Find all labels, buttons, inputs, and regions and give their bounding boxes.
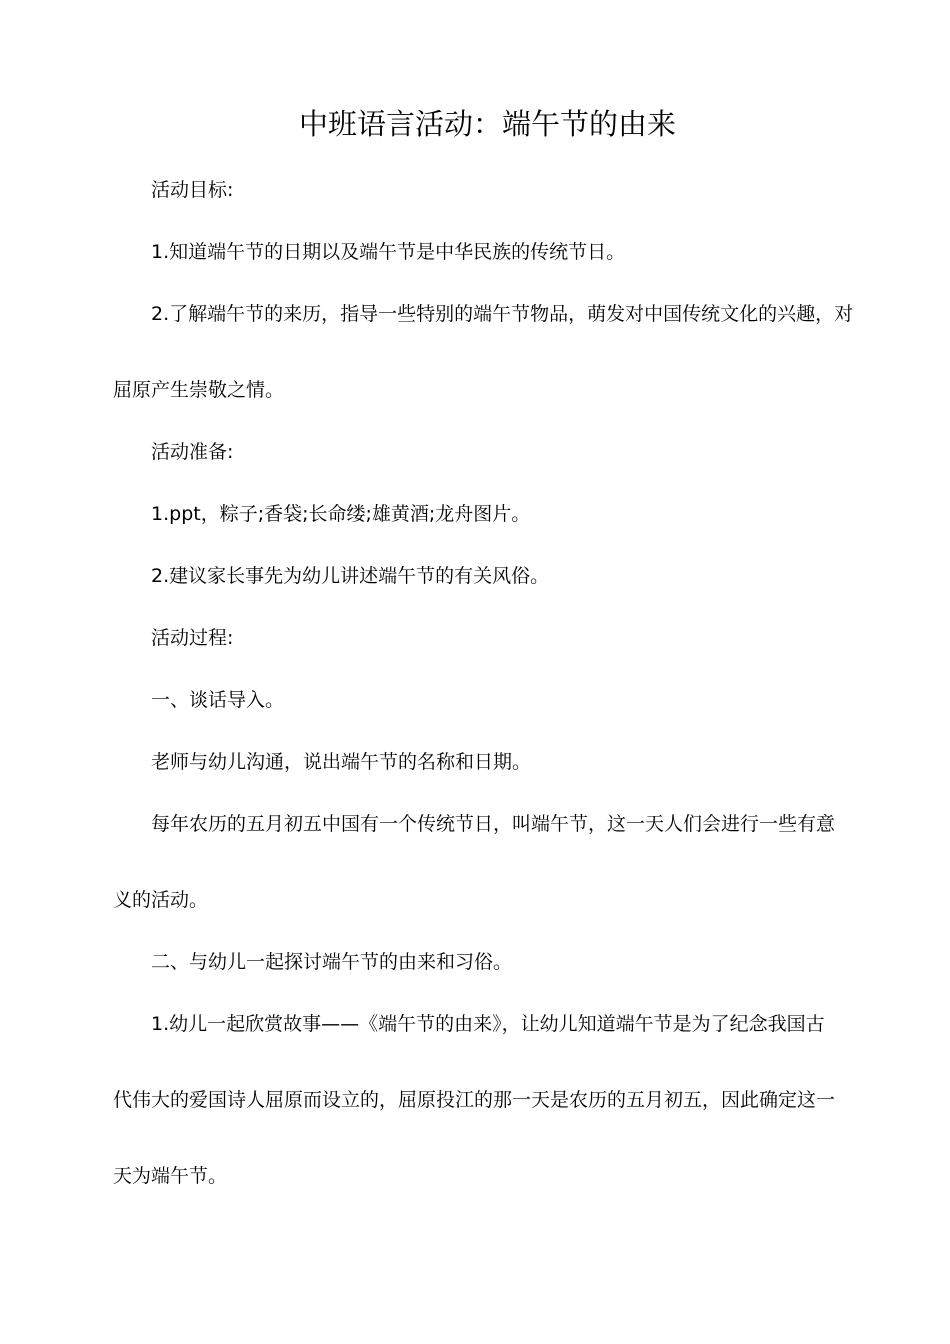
subheading-line: 一、谈话导入。: [151, 689, 285, 711]
paragraph-line: 1.知道端午节的日期以及端午节是中华民族的传统节日。: [151, 241, 626, 263]
paragraph-line: 每年农历的五月初五中国有一个传统节日，叫端午节，这一天人们会进行一些有意: [151, 813, 836, 835]
paragraph-line: 1.ppt，粽子;香袋;长命缕;雄黄酒;龙舟图片。: [151, 503, 531, 525]
paragraph-line: 老师与幼儿沟通，说出端午节的名称和日期。: [151, 751, 532, 773]
paragraph-line: 义的活动。: [113, 889, 209, 911]
paragraph-line: 2.了解端午节的来历，指导一些特别的端午节物品，萌发对中国传统文化的兴趣，对: [151, 303, 854, 325]
section-heading-process: 活动过程:: [151, 627, 234, 649]
paragraph-line: 1.幼儿一起欣赏故事——《端午节的由来》，让幼儿知道端午节是为了纪念我国古: [151, 1013, 825, 1035]
document-title: 中班语言活动：端午节的由来: [298, 107, 676, 141]
subheading-line: 二、与幼儿一起探讨端午节的由来和习俗。: [151, 951, 513, 973]
paragraph-line: 2.建议家长事先为幼儿讲述端午节的有关风俗。: [151, 565, 550, 587]
paragraph-line: 屈原产生崇敬之情。: [113, 379, 285, 401]
section-heading-goals: 活动目标:: [151, 179, 234, 201]
section-heading-preparation: 活动准备:: [151, 441, 234, 463]
paragraph-line: 天为端午节。: [113, 1165, 228, 1187]
paragraph-line: 代伟大的爱国诗人屈原而设立的，屈原投江的那一天是农历的五月初五，因此确定这一: [113, 1089, 836, 1111]
